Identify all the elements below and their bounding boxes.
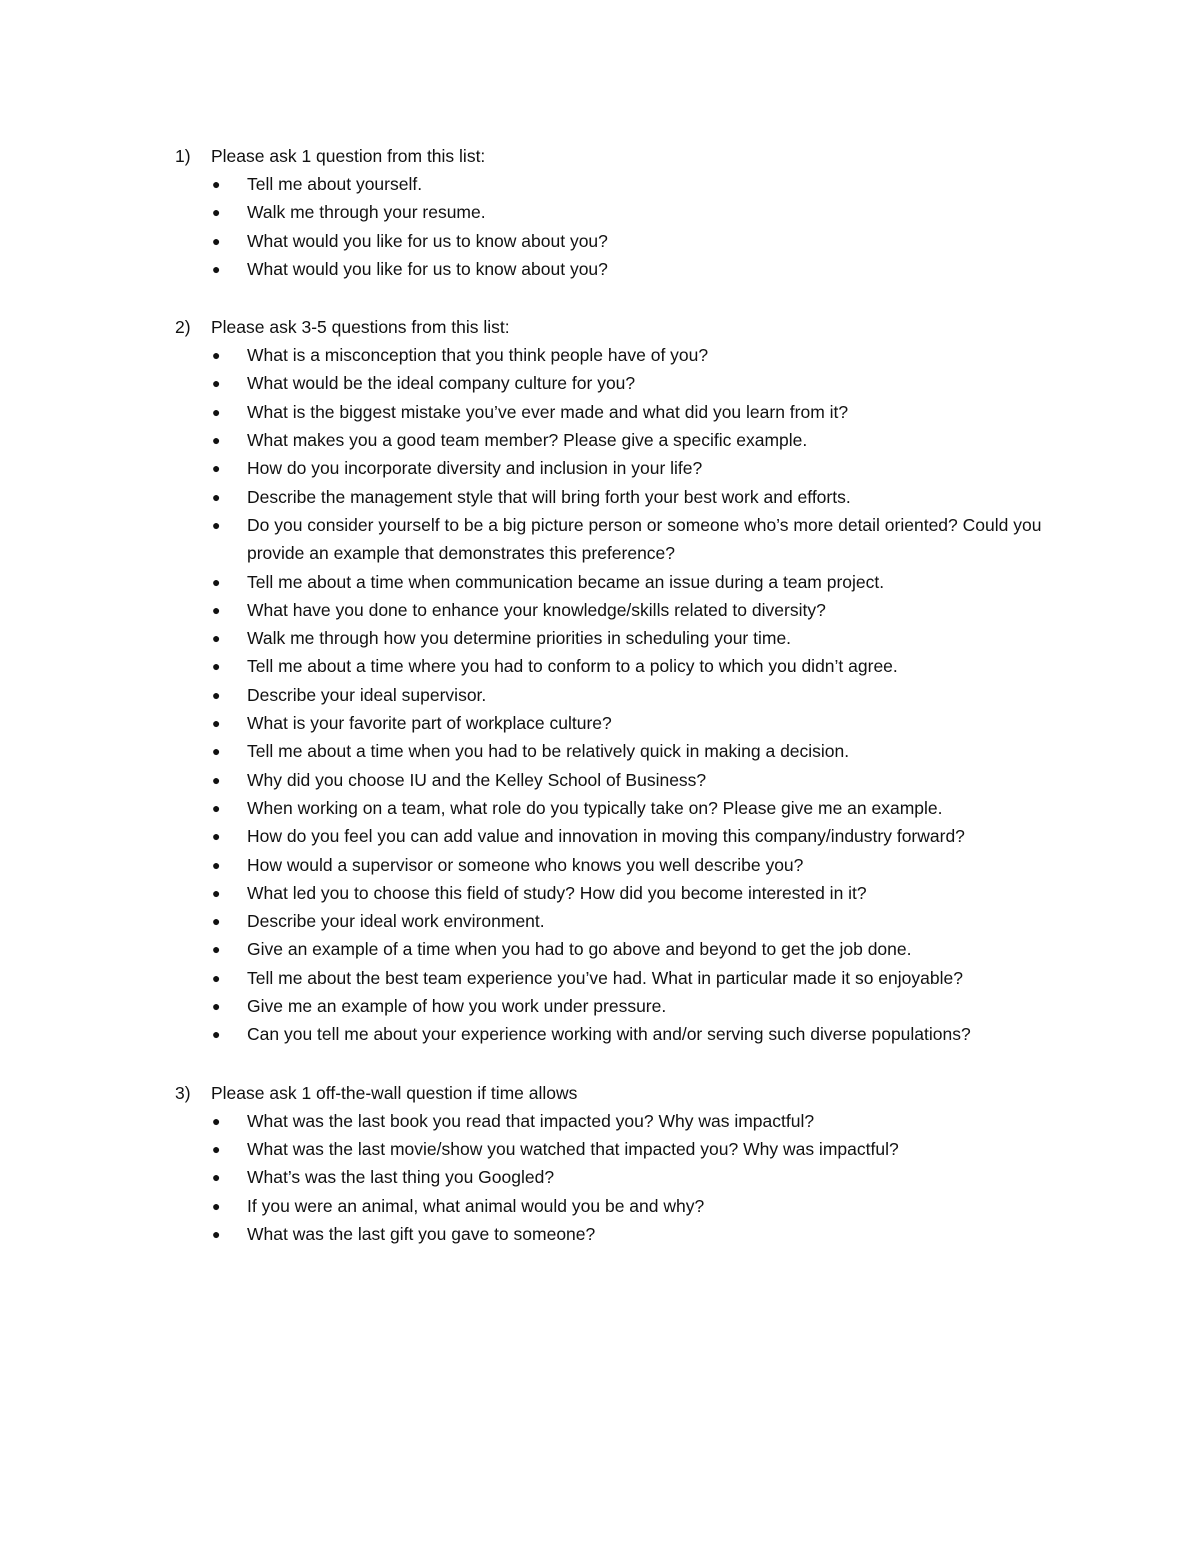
question-text: What was the last book you read that impacted you? Why was impactful? [247,1110,815,1131]
question-text: What is your favorite part of workplace culture? [247,713,612,734]
list-item [0,1107,1200,1135]
bullet-icon: ● [212,913,221,930]
list-item [0,681,1200,709]
list-item [0,737,1200,765]
bullet-icon: ● [212,998,221,1015]
question-text: How do you incorporate diversity and inclusion in your life? [247,458,703,479]
question-text: What is the biggest mistake you’ve ever made and what did you learn from it? [247,401,849,422]
bullet-icon: ● [212,828,221,845]
list-item [0,227,1200,255]
question-text: What led you to choose this field of study? How did you become interested in it? [247,882,867,903]
bullet-icon: ● [212,969,221,986]
bullet-icon: ● [212,884,221,901]
question-section [0,142,1200,283]
bullet-icon: ● [212,1169,221,1186]
section-heading: Please ask 3-5 questions from this list: [211,317,510,338]
question-text: How do you feel you can add value and innovation in moving this company/industry forward? [247,826,965,847]
section-number: 3) [175,1082,191,1103]
list-item [0,454,1200,482]
question-text: What makes you a good team member? Please give a specific example. [247,430,808,451]
question-text: Walk me through your resume. [247,202,486,223]
bullet-icon: ● [212,941,221,958]
question-text: What was the last movie/show you watched that impacted you? Why was impactful? [247,1138,899,1159]
question-text: Why did you choose IU and the Kelley School of Business? [247,769,707,790]
bullet-icon: ● [212,403,221,420]
bullet-icon: ● [212,573,221,590]
question-section [0,313,1200,1048]
bullet-icon: ● [212,771,221,788]
bullet-icon: ● [212,658,221,675]
bullet-icon: ● [212,375,221,392]
list-item [0,851,1200,879]
section-heading-row [0,142,1200,170]
bullet-icon: ● [212,686,221,703]
question-text: Tell me about a time when communication became an issue during a team project. [247,571,885,592]
bullet-icon: ● [212,460,221,477]
question-list [0,1107,1200,1248]
section-heading: Please ask 1 off-the-wall question if time allows [211,1082,578,1103]
list-item [0,822,1200,850]
list-item [0,426,1200,454]
list-item [0,624,1200,652]
list-item [0,992,1200,1020]
list-item [0,398,1200,426]
question-section [0,1079,1200,1248]
list-item [0,964,1200,992]
question-list [0,170,1200,283]
list-item [0,511,1200,568]
question-text: What’s was the last thing you Googled? [247,1167,555,1188]
bullet-icon: ● [212,1026,221,1043]
list-item [0,483,1200,511]
section-number: 1) [175,146,191,166]
question-text: Describe your ideal supervisor. [247,684,487,705]
question-text: Describe the management style that will bring forth your best work and efforts. [247,486,851,507]
bullet-icon: ● [212,204,221,221]
question-text: Tell me about yourself. [247,174,423,194]
list-item [0,341,1200,369]
bullet-icon: ● [212,743,221,760]
question-text: Tell me about a time when you had to be relatively quick in making a decision. [247,741,850,762]
list-item [0,1220,1200,1248]
list-item [0,879,1200,907]
section-heading-row [0,1079,1200,1107]
bullet-icon: ● [212,488,221,505]
section-heading-row [0,313,1200,341]
bullet-icon: ● [212,347,221,364]
bullet-icon: ● [212,799,221,816]
question-text: How would a supervisor or someone who knows you well describe you? [247,854,804,875]
list-item [0,369,1200,397]
bullet-icon: ● [212,432,221,449]
question-text: If you were an animal, what animal would you be and why? [247,1195,705,1216]
question-text: What was the last gift you gave to someone? [247,1223,596,1244]
bullet-icon: ● [212,1225,221,1242]
question-text: Tell me about a time where you had to conform to a policy to which you didn’t agree. [247,656,898,677]
list-item [0,596,1200,624]
bullet-icon: ● [212,1140,221,1157]
list-item [0,568,1200,596]
list-item [0,766,1200,794]
bullet-icon: ● [212,516,221,533]
bullet-icon: ● [212,601,221,618]
section-heading: Please ask 1 question from this list: [211,146,486,166]
bullet-icon: ● [212,176,221,192]
list-item [0,1192,1200,1220]
document-body [0,142,1200,1278]
list-item [0,1020,1200,1048]
bullet-icon: ● [212,1197,221,1214]
list-item [0,709,1200,737]
question-text: Give me an example of how you work under pressure. [247,996,667,1017]
question-text: Describe your ideal work environment. [247,911,545,932]
bullet-icon: ● [212,1112,221,1129]
question-text: What is a misconception that you think people have of you? [247,345,709,366]
question-text: What would you like for us to know about you? [247,258,608,279]
list-item [0,1163,1200,1191]
question-text: What would be the ideal company culture for you? [247,373,636,394]
list-item [0,794,1200,822]
question-list [0,341,1200,1048]
bullet-icon: ● [212,630,221,647]
question-text: When working on a team, what role do you typically take on? Please give me an example. [247,797,943,818]
list-item [0,198,1200,226]
question-text: Tell me about the best team experience you’ve had. What in particular made it so enjoyable? [247,967,963,988]
section-number: 2) [175,317,191,338]
bullet-icon: ● [212,260,221,277]
list-item [0,907,1200,935]
bullet-icon: ● [212,856,221,873]
question-text: Walk me through how you determine priorities in scheduling your time. [247,628,792,649]
question-text: Do you consider yourself to be a big picture person or someone who’s more detail oriented? Could you provide an example that demonstrates this preference? [247,514,1042,564]
bullet-icon: ● [212,232,221,249]
list-item [0,652,1200,680]
question-text: What would you like for us to know about you? [247,230,608,251]
question-text: Can you tell me about your experience working with and/or serving such diverse populations? [247,1024,971,1045]
question-text: What have you done to enhance your knowledge/skills related to diversity? [247,599,826,620]
list-item [0,935,1200,963]
list-item [0,255,1200,283]
bullet-icon: ● [212,715,221,732]
list-item [0,170,1200,198]
list-item [0,1135,1200,1163]
question-text: Give an example of a time when you had to go above and beyond to get the job done. [247,939,912,960]
